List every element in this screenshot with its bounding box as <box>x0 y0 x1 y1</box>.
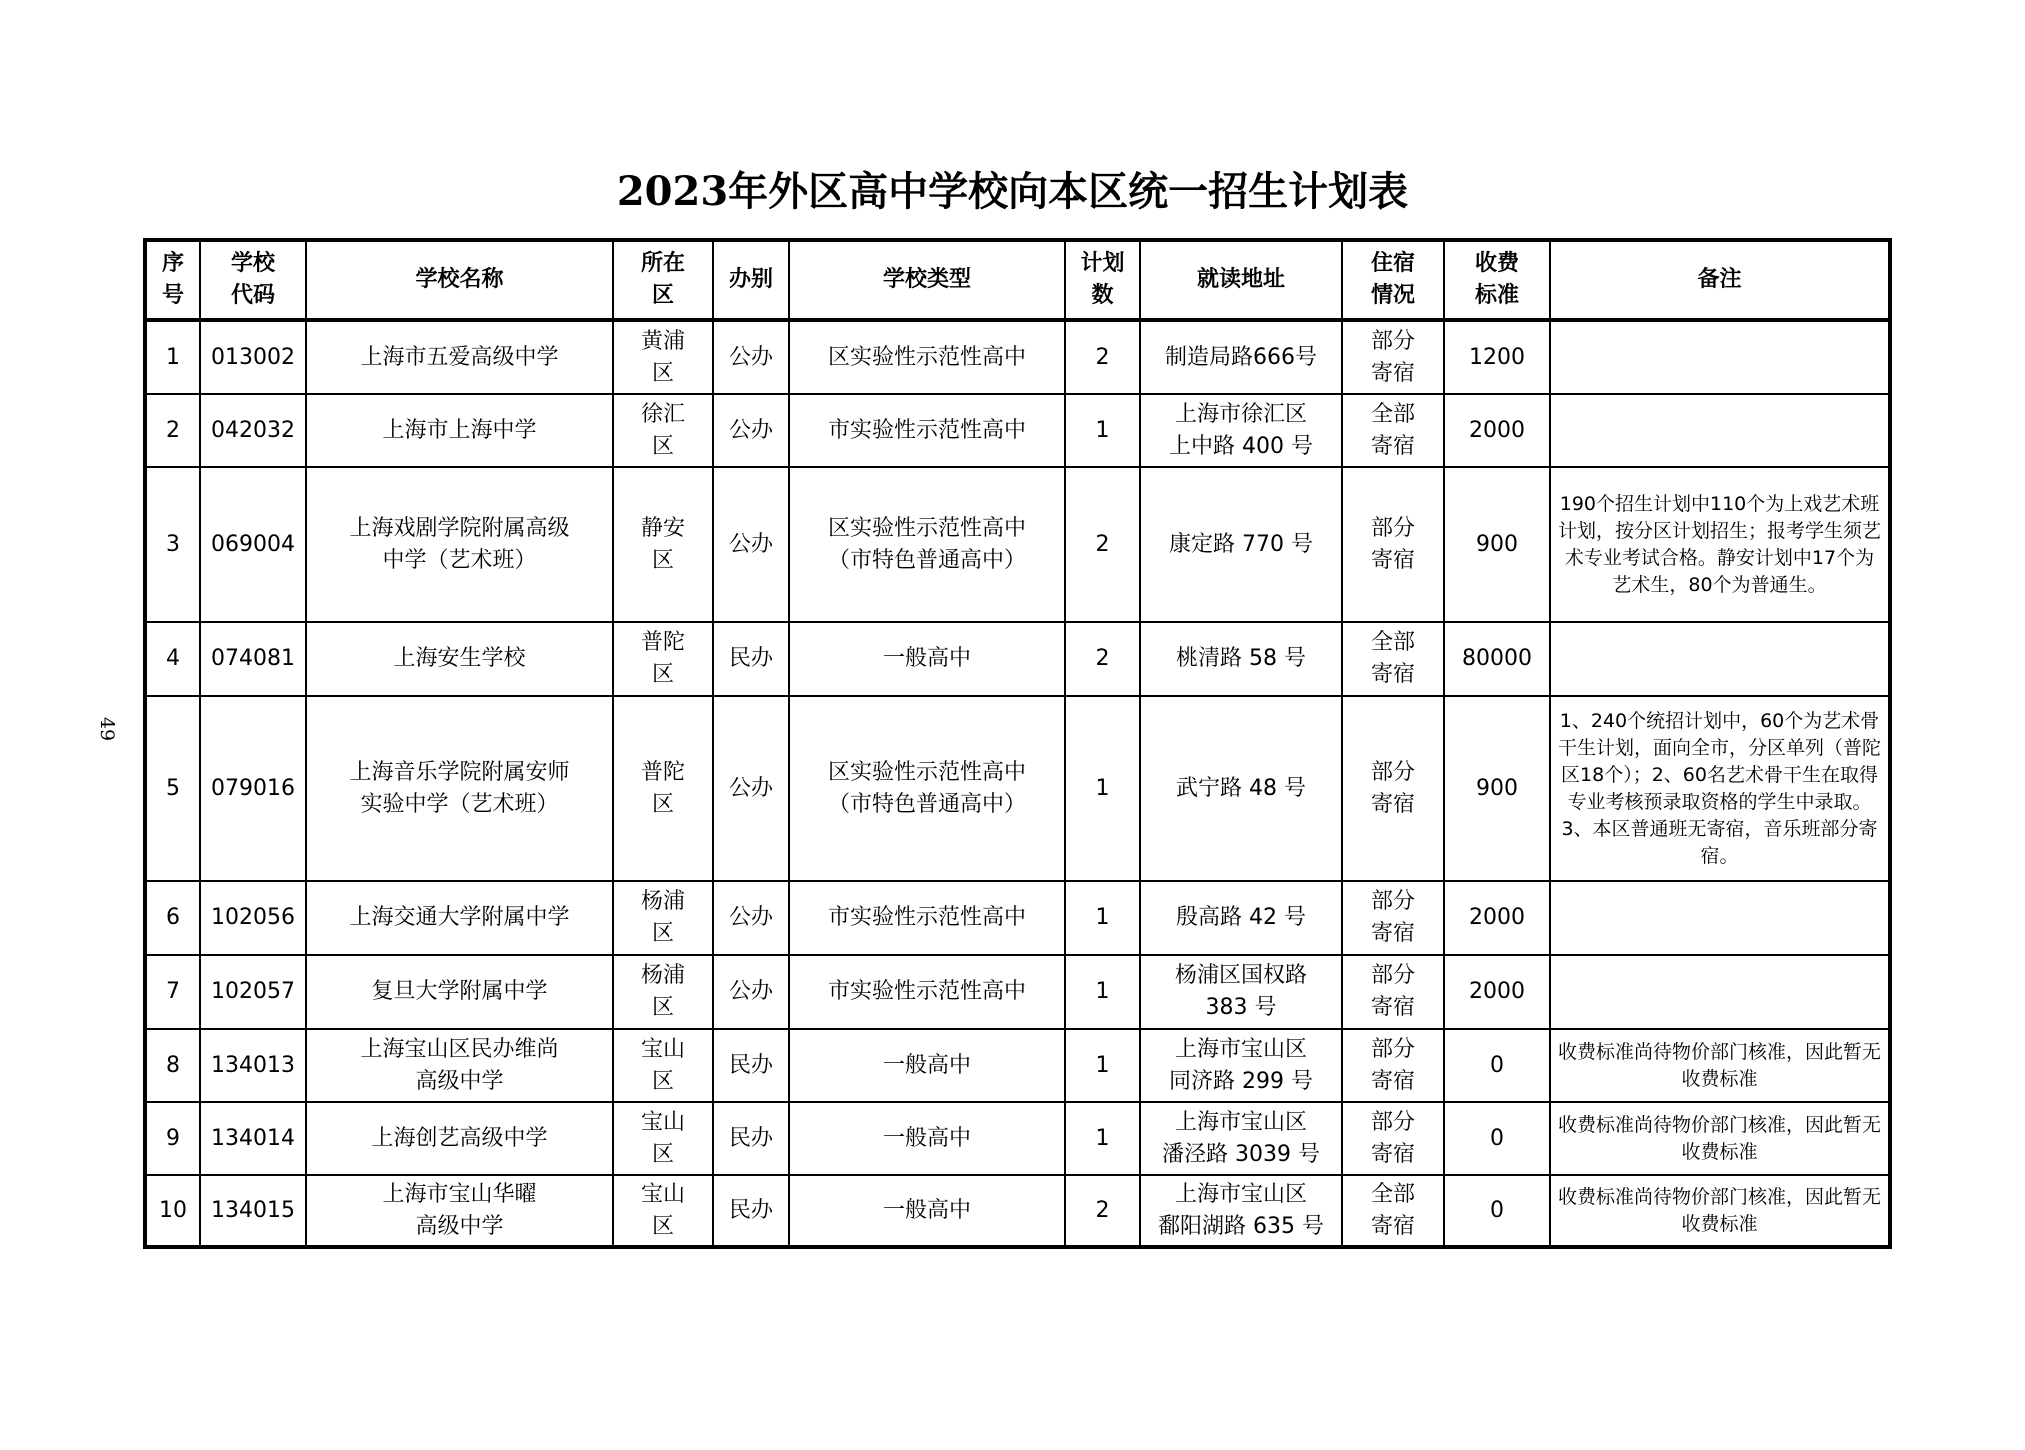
cell-type: 一般高中 <box>789 622 1065 696</box>
cell-no: 3 <box>145 467 200 622</box>
cell-quota: 1 <box>1065 1102 1140 1175</box>
cell-code: 042032 <box>200 394 306 467</box>
cell-type: 市实验性示范性高中 <box>789 394 1065 467</box>
cell-fee: 2000 <box>1444 881 1550 955</box>
cell-name: 上海市五爱高级中学 <box>306 320 613 394</box>
cell-name: 上海市宝山华曜 高级中学 <box>306 1175 613 1247</box>
cell-no: 7 <box>145 955 200 1029</box>
cell-code: 074081 <box>200 622 306 696</box>
cell-no: 5 <box>145 696 200 881</box>
cell-district: 黄浦 区 <box>613 320 713 394</box>
cell-name: 上海宝山区民办维尚 高级中学 <box>306 1029 613 1102</box>
cell-quota: 1 <box>1065 394 1140 467</box>
cell-district: 徐汇 区 <box>613 394 713 467</box>
cell-fee: 2000 <box>1444 394 1550 467</box>
cell-code: 102057 <box>200 955 306 1029</box>
cell-code: 013002 <box>200 320 306 394</box>
cell-boarding: 部分 寄宿 <box>1342 881 1444 955</box>
cell-quota: 1 <box>1065 955 1140 1029</box>
cell-address: 上海市宝山区 鄱阳湖路 635 号 <box>1140 1175 1342 1247</box>
cell-name: 上海市上海中学 <box>306 394 613 467</box>
table-row <box>145 1029 1890 1102</box>
table-row <box>145 394 1890 467</box>
cell-quota: 1 <box>1065 881 1140 955</box>
cell-boarding: 全部 寄宿 <box>1342 1175 1444 1247</box>
cell-boarding: 全部 寄宿 <box>1342 622 1444 696</box>
cell-boarding: 部分 寄宿 <box>1342 955 1444 1029</box>
cell-boarding: 全部 寄宿 <box>1342 394 1444 467</box>
cell-code: 102056 <box>200 881 306 955</box>
cell-no: 2 <box>145 394 200 467</box>
cell-address: 杨浦区国权路 383 号 <box>1140 955 1342 1029</box>
cell-quota: 2 <box>1065 622 1140 696</box>
cell-remark <box>1550 320 1890 394</box>
cell-no: 4 <box>145 622 200 696</box>
cell-boarding: 部分 寄宿 <box>1342 1102 1444 1175</box>
cell-name: 上海音乐学院附属安师 实验中学（艺术班） <box>306 696 613 881</box>
cell-address: 康定路 770 号 <box>1140 467 1342 622</box>
cell-no: 9 <box>145 1102 200 1175</box>
cell-boarding: 部分 寄宿 <box>1342 467 1444 622</box>
cell-ownership: 公办 <box>713 881 789 955</box>
cell-district: 宝山 区 <box>613 1029 713 1102</box>
cell-address: 桃清路 58 号 <box>1140 622 1342 696</box>
cell-remark: 收费标准尚待物价部门核准，因此暂无收费标准 <box>1550 1029 1890 1102</box>
cell-boarding: 部分 寄宿 <box>1342 1029 1444 1102</box>
cell-type: 区实验性示范性高中 （市特色普通高中） <box>789 696 1065 881</box>
cell-remark: 190个招生计划中110个为上戏艺术班计划，按分区计划招生；报考学生须艺术专业考试合格。静安计划中17个为艺术生，80个为普通生。 <box>1550 467 1890 622</box>
table-row <box>145 320 1890 394</box>
cell-remark: 1、240个统招计划中，60个为艺术骨干生计划，面向全市，分区单列（普陀区18个）；2、60名艺术骨干生在取得专业考核预录取资格的学生中录取。3、本区普通班无寄宿，音乐班部分寄宿。 <box>1550 696 1890 881</box>
cell-remark: 收费标准尚待物价部门核准，因此暂无收费标准 <box>1550 1175 1890 1247</box>
cell-quota: 2 <box>1065 467 1140 622</box>
cell-type: 市实验性示范性高中 <box>789 955 1065 1029</box>
cell-fee: 80000 <box>1444 622 1550 696</box>
table-row <box>145 696 1890 881</box>
cell-code: 134013 <box>200 1029 306 1102</box>
cell-ownership: 公办 <box>713 955 789 1029</box>
table-header-row <box>145 240 1890 320</box>
cell-type: 一般高中 <box>789 1102 1065 1175</box>
cell-remark <box>1550 394 1890 467</box>
cell-fee: 1200 <box>1444 320 1550 394</box>
cell-quota: 1 <box>1065 1029 1140 1102</box>
cell-ownership: 民办 <box>713 1029 789 1102</box>
cell-type: 一般高中 <box>789 1029 1065 1102</box>
cell-ownership: 民办 <box>713 1102 789 1175</box>
cell-boarding: 部分 寄宿 <box>1342 320 1444 394</box>
cell-code: 069004 <box>200 467 306 622</box>
cell-district: 普陀 区 <box>613 622 713 696</box>
cell-district: 普陀 区 <box>613 696 713 881</box>
cell-no: 10 <box>145 1175 200 1247</box>
cell-ownership: 公办 <box>713 696 789 881</box>
cell-district: 宝山 区 <box>613 1175 713 1247</box>
cell-address: 上海市徐汇区 上中路 400 号 <box>1140 394 1342 467</box>
cell-address: 武宁路 48 号 <box>1140 696 1342 881</box>
header-remark: 备注 <box>1550 240 1890 320</box>
header-ownership: 办别 <box>713 240 789 320</box>
cell-ownership: 民办 <box>713 622 789 696</box>
header-code: 学校 代码 <box>200 240 306 320</box>
cell-fee: 900 <box>1444 467 1550 622</box>
table-row <box>145 622 1890 696</box>
cell-fee: 0 <box>1444 1029 1550 1102</box>
table-row <box>145 1102 1890 1175</box>
cell-name: 复旦大学附属中学 <box>306 955 613 1029</box>
header-type: 学校类型 <box>789 240 1065 320</box>
cell-no: 8 <box>145 1029 200 1102</box>
cell-fee: 900 <box>1444 696 1550 881</box>
cell-remark <box>1550 955 1890 1029</box>
cell-boarding: 部分 寄宿 <box>1342 696 1444 881</box>
cell-ownership: 民办 <box>713 1175 789 1247</box>
header-fee: 收费 标准 <box>1444 240 1550 320</box>
cell-code: 134015 <box>200 1175 306 1247</box>
header-no: 序 号 <box>145 240 200 320</box>
table-row <box>145 467 1890 622</box>
cell-code: 079016 <box>200 696 306 881</box>
cell-address: 上海市宝山区 潘泾路 3039 号 <box>1140 1102 1342 1175</box>
cell-fee: 0 <box>1444 1175 1550 1247</box>
table-row <box>145 955 1890 1029</box>
cell-address: 制造局路666号 <box>1140 320 1342 394</box>
cell-fee: 0 <box>1444 1102 1550 1175</box>
cell-fee: 2000 <box>1444 955 1550 1029</box>
page-number: 49 <box>96 716 119 742</box>
cell-quota: 2 <box>1065 1175 1140 1247</box>
header-district: 所在 区 <box>613 240 713 320</box>
cell-ownership: 公办 <box>713 320 789 394</box>
cell-code: 134014 <box>200 1102 306 1175</box>
table-row <box>145 881 1890 955</box>
cell-ownership: 公办 <box>713 394 789 467</box>
cell-type: 区实验性示范性高中 <box>789 320 1065 394</box>
cell-district: 宝山 区 <box>613 1102 713 1175</box>
cell-remark: 收费标准尚待物价部门核准，因此暂无收费标准 <box>1550 1102 1890 1175</box>
cell-district: 杨浦 区 <box>613 955 713 1029</box>
cell-quota: 1 <box>1065 696 1140 881</box>
cell-address: 上海市宝山区 同济路 299 号 <box>1140 1029 1342 1102</box>
header-address: 就读地址 <box>1140 240 1342 320</box>
document-title: 2023年外区高中学校向本区统一招生计划表 <box>616 168 1409 215</box>
cell-no: 6 <box>145 881 200 955</box>
cell-name: 上海创艺高级中学 <box>306 1102 613 1175</box>
header-boarding: 住宿 情况 <box>1342 240 1444 320</box>
cell-quota: 2 <box>1065 320 1140 394</box>
cell-district: 静安 区 <box>613 467 713 622</box>
header-name: 学校名称 <box>306 240 613 320</box>
enrollment-plan-table <box>143 238 1892 1249</box>
cell-ownership: 公办 <box>713 467 789 622</box>
cell-remark <box>1550 881 1890 955</box>
cell-type: 区实验性示范性高中 （市特色普通高中） <box>789 467 1065 622</box>
cell-remark <box>1550 622 1890 696</box>
cell-address: 殷高路 42 号 <box>1140 881 1342 955</box>
cell-type: 一般高中 <box>789 1175 1065 1247</box>
cell-type: 市实验性示范性高中 <box>789 881 1065 955</box>
header-quota: 计划 数 <box>1065 240 1140 320</box>
cell-no: 1 <box>145 320 200 394</box>
cell-name: 上海安生学校 <box>306 622 613 696</box>
cell-district: 杨浦 区 <box>613 881 713 955</box>
cell-name: 上海交通大学附属中学 <box>306 881 613 955</box>
table-row <box>145 1175 1890 1247</box>
cell-name: 上海戏剧学院附属高级 中学（艺术班） <box>306 467 613 622</box>
